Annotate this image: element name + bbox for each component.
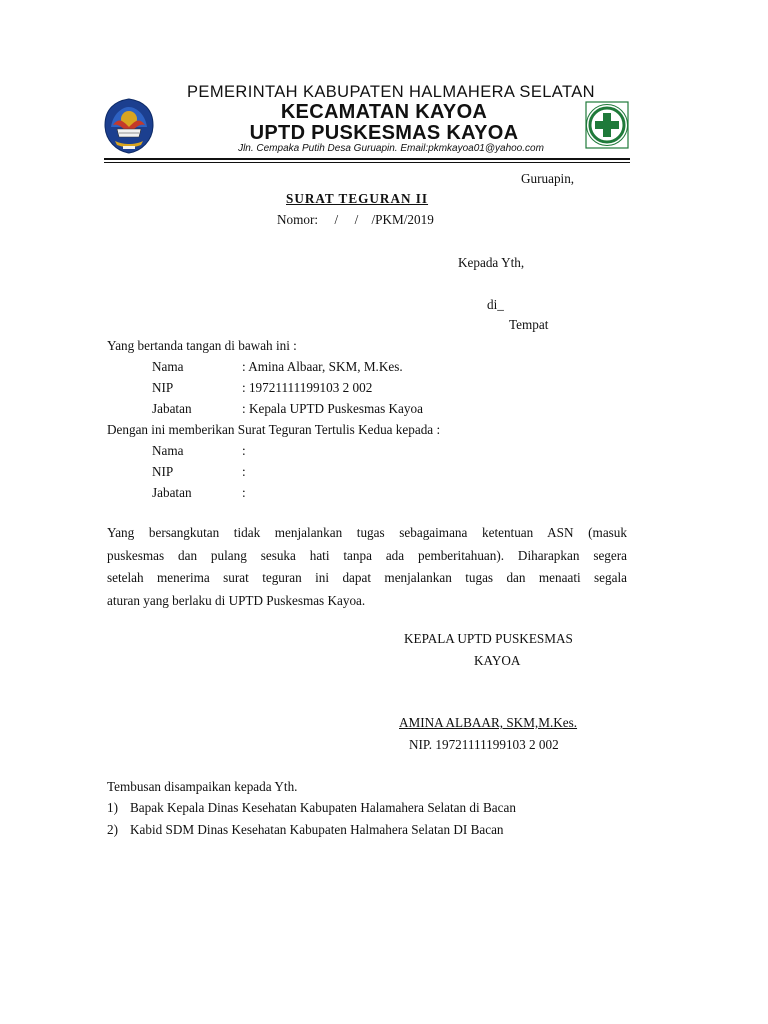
- cc-intro: Tembusan disampaikan kepada Yth.: [107, 779, 298, 794]
- letterhead-rule-thick: [104, 158, 630, 160]
- body-line: puskesmas dan pulang sesuka hati tanpa ada pemberitahuan). Diharapkan segera: [107, 547, 627, 563]
- recipient-at: di_: [487, 297, 504, 312]
- recipient-place: Tempat: [509, 317, 549, 332]
- letterhead-rule-thin: [104, 162, 630, 163]
- letter-title: SURAT TEGURAN II: [286, 191, 429, 206]
- government-name: PEMERINTAH KABUPATEN HALMAHERA SELATAN: [187, 83, 595, 101]
- cc-item-number: 1): [107, 800, 118, 815]
- body-line: aturan yang berlaku di UPTD Puskesmas Kayoa.: [107, 592, 366, 608]
- cc-item-text: Kabid SDM Dinas Kesehatan Kabupaten Halmahera Selatan DI Bacan: [130, 822, 504, 837]
- recipient-greeting: Kepada Yth,: [458, 255, 525, 270]
- office-address: Jln. Cempaka Putih Desa Guruapin. Email:pkmkayoa01@yahoo.com: [238, 143, 544, 154]
- signer-position-title: KEPALA UPTD PUSKESMAS: [404, 631, 573, 646]
- target-position-label: Jabatan: [152, 485, 192, 500]
- letter-number: Nomor: / / /PKM/2019: [277, 212, 434, 227]
- target-position-value: :: [242, 485, 246, 500]
- district-name: KECAMATAN KAYOA: [280, 101, 488, 123]
- body-line: setelah menerima surat teguran ini dapat menjalankan tugas dan menaati segala: [107, 570, 627, 586]
- cc-item-text: Bapak Kepala Dinas Kesehatan Kabupaten Halamahera Selatan di Bacan: [130, 800, 516, 815]
- signer-nip: NIP. 19721111199103 2 002: [409, 737, 559, 752]
- cc-item-number: 2): [107, 822, 118, 837]
- target-intro: Dengan ini memberikan Surat Teguran Tertulis Kedua kepada :: [107, 422, 441, 437]
- body-line: Yang bersangkutan tidak menjalankan tugas sebagaimana ketentuan ASN (masuk: [107, 525, 627, 540]
- signer-nip-value: : 19721111199103 2 002: [242, 380, 373, 395]
- signer-full-name: AMINA ALBAAR, SKM,M.Kes.: [399, 715, 578, 730]
- puskesmas-logo: [585, 101, 629, 149]
- signer-position-title-line2: KAYOA: [474, 653, 521, 668]
- target-nip-label: NIP: [152, 464, 174, 479]
- signer-nip-label: NIP: [152, 380, 174, 395]
- target-name-label: Nama: [152, 443, 184, 458]
- signer-position-value: : Kepala UPTD Puskesmas Kayoa: [242, 401, 423, 416]
- letter-place-date: Guruapin,: [521, 171, 575, 186]
- signer-intro: Yang bertanda tangan di bawah ini :: [107, 338, 297, 353]
- signer-position-label: Jabatan: [152, 401, 192, 416]
- office-name: UPTD PUSKESMAS KAYOA: [249, 122, 519, 144]
- signer-name-value: : Amina Albaar, SKM, M.Kes.: [242, 359, 403, 374]
- target-nip-value: :: [242, 464, 246, 479]
- target-name-value: :: [242, 443, 246, 458]
- signer-name-label: Nama: [152, 359, 184, 374]
- letter-body-paragraph: [107, 522, 627, 612]
